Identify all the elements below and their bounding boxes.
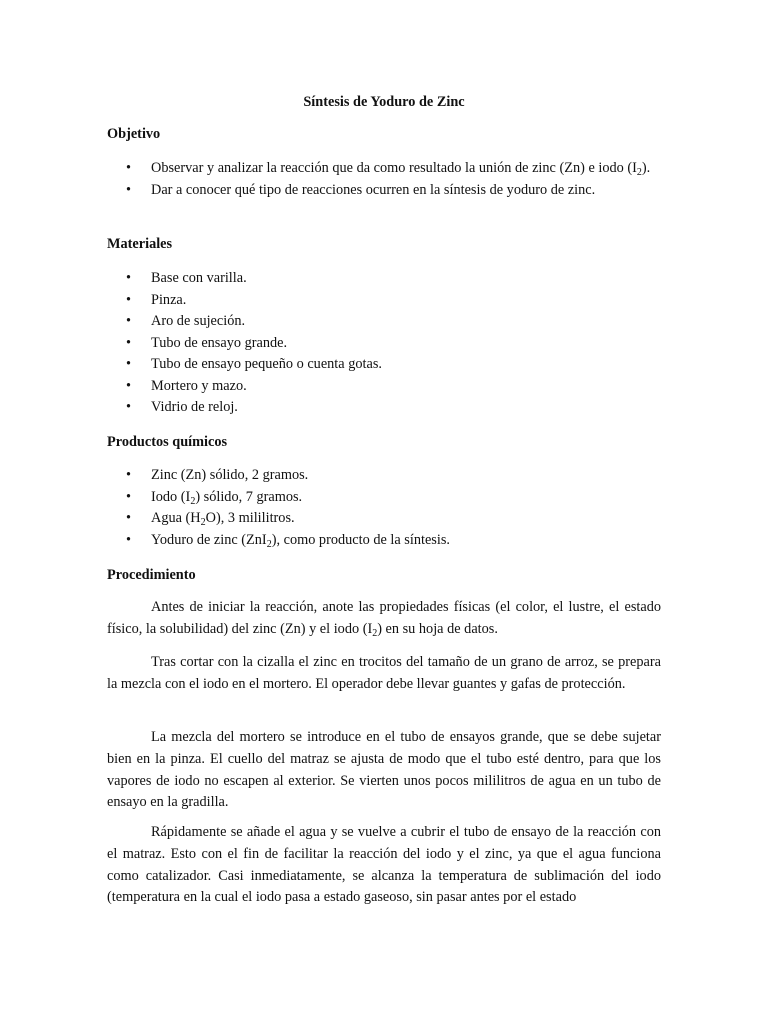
heading-procedimiento: Procedimiento (107, 567, 196, 583)
heading-productos: Productos químicos (107, 434, 228, 450)
list-item: • Vidrio de reloj. (107, 397, 667, 419)
list-item: • Zinc (Zn) sólido, 2 gramos. (107, 465, 667, 487)
list-item: • Base con varilla. (107, 268, 667, 290)
paragraph: La mezcla del mortero se introduce en el tubo de ensayos grande, que se debe sujetar bien en la pinza. El cuello del matraz se ajusta de modo que el tubo esté dentro, para que los vapores de iodo no escapen al exterior. Se vierten unos pocos mililitros de agua en un tubo de ensayo en la gradilla. (107, 729, 661, 811)
document-title: Síntesis de Yoduro de Zinc (303, 94, 465, 110)
list-item: • Dar a conocer qué tipo de reacciones ocurren en la síntesis de yoduro de zinc. (107, 180, 667, 202)
productos-list (107, 465, 667, 551)
list-item: • Tubo de ensayo grande. (107, 333, 667, 355)
objetivo-list (107, 158, 667, 201)
heading-objetivo: Objetivo (107, 126, 161, 142)
materiales-list (107, 268, 667, 419)
heading-materiales: Materiales (107, 236, 173, 252)
list-item: • Agua $(H_2O)$, 3 mililitros. (107, 508, 667, 530)
paragraph: Rápidamente se añade el agua y se vuelve a cubrir el tubo de ensayo de la reacción con el matraz. Esto con el fin de facilitar la reacción del iodo y el zinc, ya que el agua funciona como catalizador. Casi inmediatamente, se alcanza la temperatura de sublimación del iodo (temperatura en la cual el iodo pasa a estado gaseoso, sin pasar antes por el estado (107, 824, 661, 906)
list-item: • Aro de sujeción. (107, 311, 667, 333)
list-item: • Yoduro de zinc (ZnI$_2$), como producto de la síntesis. (107, 530, 667, 552)
list-item: • Iodo $(I_2)$ sólido, 7 gramos. (107, 487, 667, 509)
list-item: • Observar y analizar la reacción que da como resultado la unión de zinc (Zn) e iodo $(I_2)$. (107, 158, 667, 180)
paragraph: Antes de iniciar la reacción, anote las propiedades físicas (el color, el lustre, el estado físico, la solubilidad) del zinc (Zn) y el iodo $(I_2)$ en su hoja de datos. (107, 599, 661, 639)
paragraph: Tras cortar con la cizalla el zinc en trocitos del tamaño de un grano de arroz, se prepara la mezcla con el iodo en el mortero. El operador debe llevar guantes y gafas de protección. (107, 654, 661, 692)
list-item: • Tubo de ensayo pequeño o cuenta gotas. (107, 354, 667, 376)
list-item: • Mortero y mazo. (107, 376, 667, 398)
list-item: • Pinza. (107, 290, 667, 312)
